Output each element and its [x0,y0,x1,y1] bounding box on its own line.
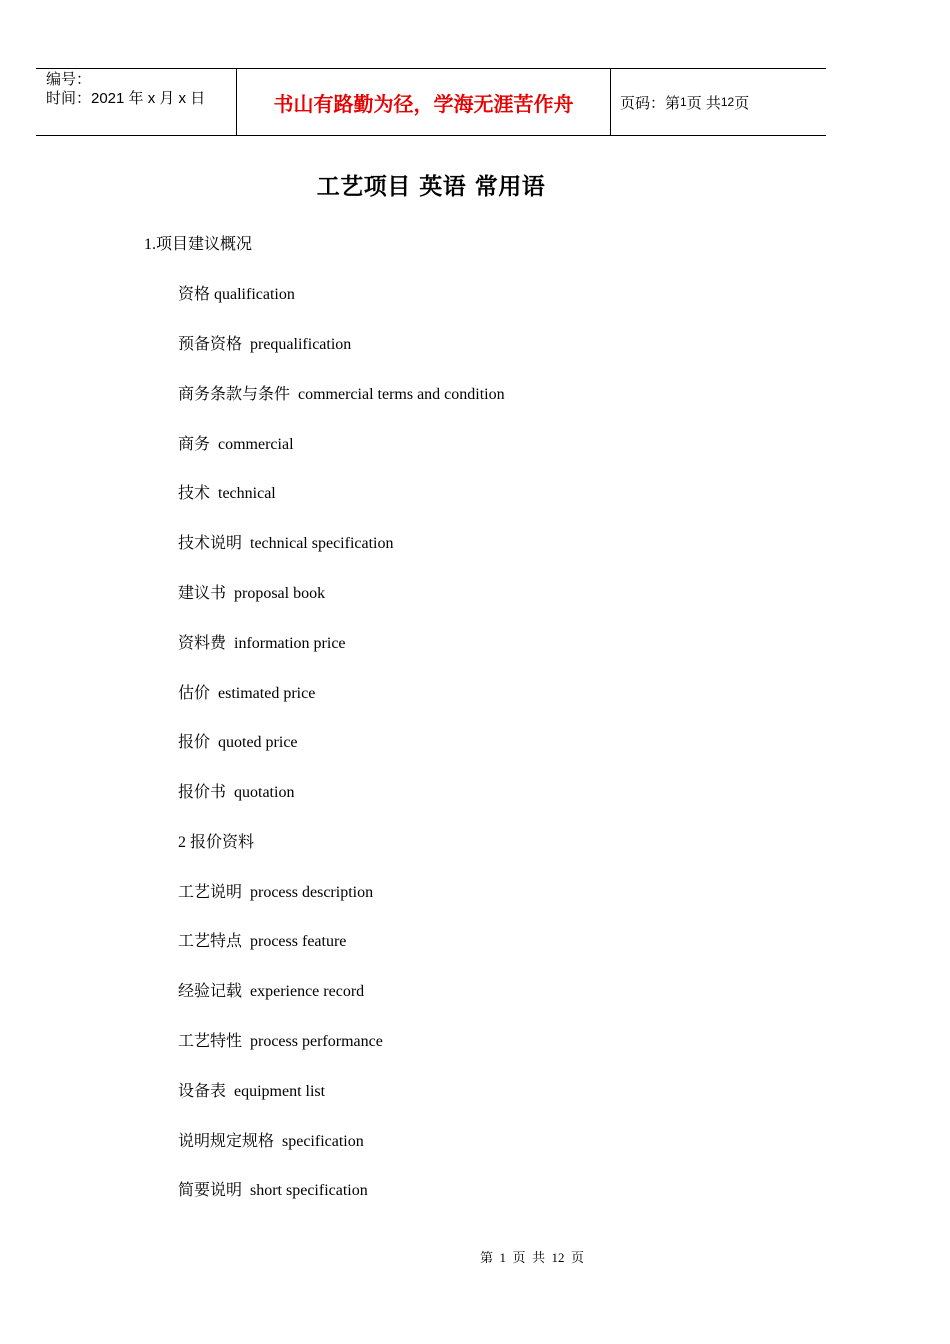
term-line: 工艺特点 process feature [178,933,347,950]
page-label-suffix: 页 [734,94,750,112]
term-line: 商务 commercial [178,436,294,453]
page-current: 1 [680,95,687,109]
section-heading-2: 2 报价资料 [178,834,255,851]
time-label: 时间：2021 年 x 月 x 日 [46,90,206,107]
section-heading-1: 1.项目建议概况 [144,236,253,253]
page-label-middle: 页 共 [686,94,721,112]
term-line: 经验记载 experience record [178,983,365,1000]
page-label-prefix: 页码：第 [620,94,681,112]
number-label: 编号： [46,71,92,88]
term-line: 简要说明 short specification [178,1182,368,1199]
term-line: 报价书 quotation [178,784,295,801]
header-table [36,68,826,136]
header-motto-cell [237,69,611,135]
term-line: 报价 quoted price [178,734,298,751]
term-line: 估价 estimated price [178,685,316,702]
page-total: 12 [720,95,735,109]
term-line: 说明规定规格 specification [178,1133,364,1150]
term-line: 资格 qualification [178,286,295,303]
term-line: 设备表 equipment list [178,1083,326,1100]
page-footer: 第 1 页 共 12 页 [479,1250,584,1265]
motto: 书山有路勤为径，学海无涯苦作舟 [273,91,574,116]
term-line: 预备资格 prequalification [178,336,352,353]
document-title: 工艺项目 英语 常用语 [316,174,546,200]
term-line: 资料费 information price [178,635,346,652]
header-info-cell [36,69,237,135]
term-line: 工艺特性 process performance [178,1033,383,1050]
term-line: 商务条款与条件 commercial terms and condition [178,386,505,403]
header-page-cell [611,69,826,135]
term-line: 建议书 proposal book [178,585,326,602]
term-line: 工艺说明 process description [178,884,374,901]
term-line: 技术 technical [178,485,276,502]
term-line: 技术说明 technical specification [178,535,394,552]
